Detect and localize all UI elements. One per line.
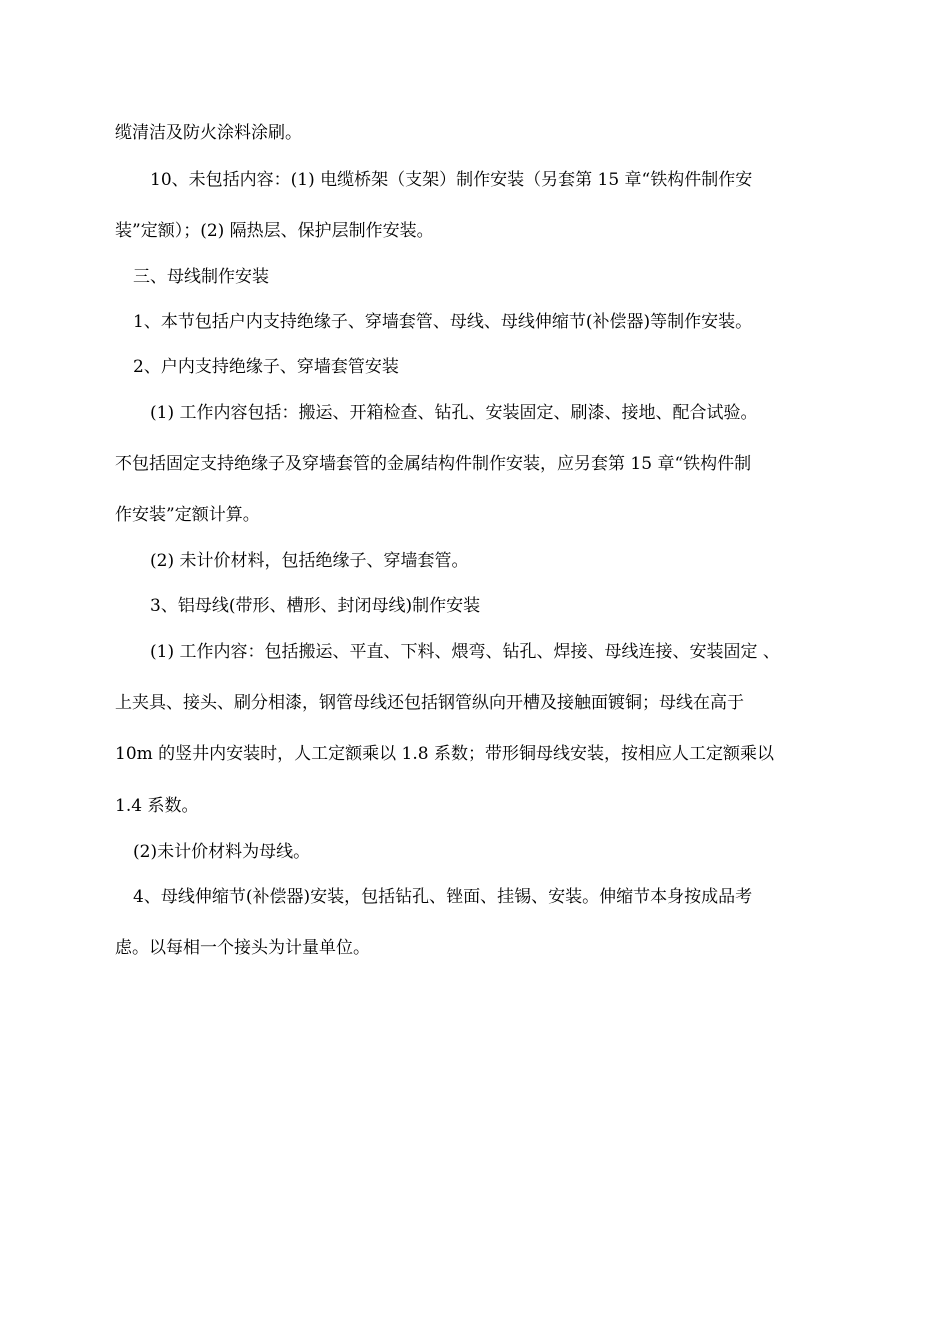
- text-line-13: 上夹具、接头、刷分相漆，钢管母线还包括钢管纵向开槽及接触面镀铜；母线在高于: [115, 693, 744, 713]
- text-line-12: (1) 工作内容：包括搬运、平直、下料、煨弯、钻孔、焊接、母线连接、安装固定 、: [150, 642, 780, 662]
- subsection-heading-3: 3、铝母线(带形、槽形、封闭母线)制作安装: [150, 596, 481, 616]
- subsection-heading-2: 2、户内支持绝缘子、穿墙套管安装: [133, 357, 399, 377]
- text-line-7: (1) 工作内容包括：搬运、开箱检查、钻孔、安装固定、刷漆、接地、配合试验。: [150, 403, 758, 423]
- text-line-9: 作安装”定额计算。: [115, 505, 260, 525]
- text-line-18: 虑。以每相一个接头为计量单位。: [115, 938, 370, 958]
- section-heading: 三、母线制作安装: [133, 267, 269, 287]
- text-line-10: (2) 未计价材料，包括绝缘子、穿墙套管。: [150, 551, 469, 571]
- text-line-2: 10、未包括内容：(1) 电缆桥架（支架）制作安装（另套第 15 章“铁构件制作安: [150, 170, 753, 190]
- text-line-16: (2)未计价材料为母线。: [133, 842, 311, 862]
- text-line-8: 不包括固定支持绝缘子及穿墙套管的金属结构件制作安装，应另套第 15 章“铁构件制: [115, 454, 752, 474]
- text-line-17: 4、母线伸缩节(补偿器)安装，包括钻孔、锉面、挂锡、安装。伸缩节本身按成品考: [133, 887, 753, 907]
- text-line-3: 装”定额）；(2) 隔热层、保护层制作安装。: [115, 221, 434, 241]
- text-line-15: 1.4 系数。: [115, 796, 199, 816]
- text-line-1: 缆清洁及防火涂料涂刷。: [115, 123, 302, 143]
- text-line-5: 1、本节包括户内支持绝缘子、穿墙套管、母线、母线伸缩节(补偿器)等制作安装。: [133, 312, 753, 332]
- text-line-14: 10m 的竖井内安装时，人工定额乘以 1.8 系数；带形铜母线安装，按相应人工定额乘以: [115, 744, 774, 764]
